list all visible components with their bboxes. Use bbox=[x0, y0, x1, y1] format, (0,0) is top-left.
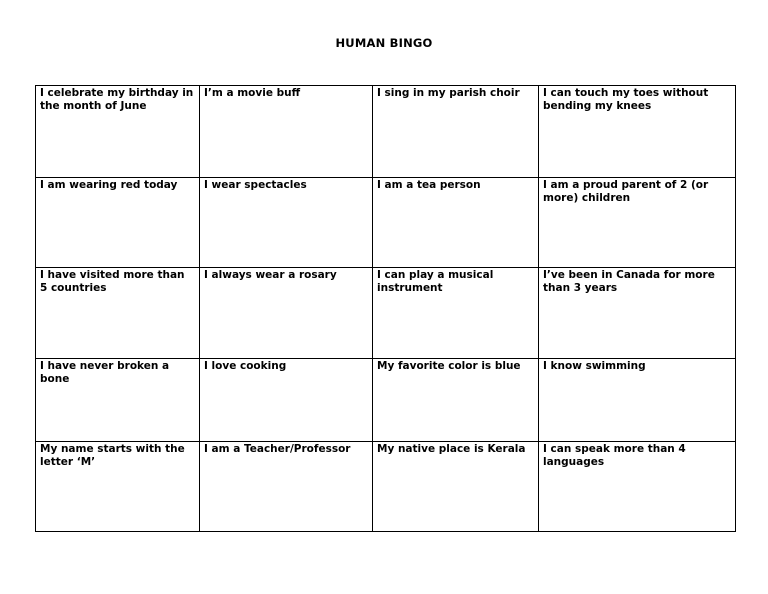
bingo-grid bbox=[35, 85, 736, 532]
bingo-cell: I’ve been in Canada for more than 3 years bbox=[539, 268, 736, 359]
bingo-cell: My name starts with the letter ‘M’ bbox=[36, 442, 200, 532]
bingo-cell: My native place is Kerala bbox=[373, 442, 539, 532]
bingo-cell: I sing in my parish choir bbox=[373, 86, 539, 178]
bingo-cell: I can speak more than 4 languages bbox=[539, 442, 736, 532]
bingo-cell: I can touch my toes without bending my knees bbox=[539, 86, 736, 178]
bingo-cell: I always wear a rosary bbox=[200, 268, 373, 359]
bingo-row bbox=[36, 178, 736, 268]
bingo-cell: I am a tea person bbox=[373, 178, 539, 268]
bingo-cell: I celebrate my birthday in the month of June bbox=[36, 86, 200, 178]
bingo-row bbox=[36, 442, 736, 532]
bingo-row bbox=[36, 268, 736, 359]
bingo-cell: I know swimming bbox=[539, 359, 736, 442]
bingo-cell: My favorite color is blue bbox=[373, 359, 539, 442]
bingo-cell: I am a proud parent of 2 (or more) children bbox=[539, 178, 736, 268]
bingo-cell: I wear spectacles bbox=[200, 178, 373, 268]
bingo-cell: I am a Teacher/Professor bbox=[200, 442, 373, 532]
bingo-cell: I’m a movie buff bbox=[200, 86, 373, 178]
bingo-cell: I can play a musical instrument bbox=[373, 268, 539, 359]
bingo-row bbox=[36, 86, 736, 178]
bingo-cell: I have never broken a bone bbox=[36, 359, 200, 442]
bingo-cell: I love cooking bbox=[200, 359, 373, 442]
bingo-cell: I have visited more than 5 countries bbox=[36, 268, 200, 359]
page-title: HUMAN BINGO bbox=[335, 36, 433, 50]
bingo-row bbox=[36, 359, 736, 442]
bingo-cell: I am wearing red today bbox=[36, 178, 200, 268]
